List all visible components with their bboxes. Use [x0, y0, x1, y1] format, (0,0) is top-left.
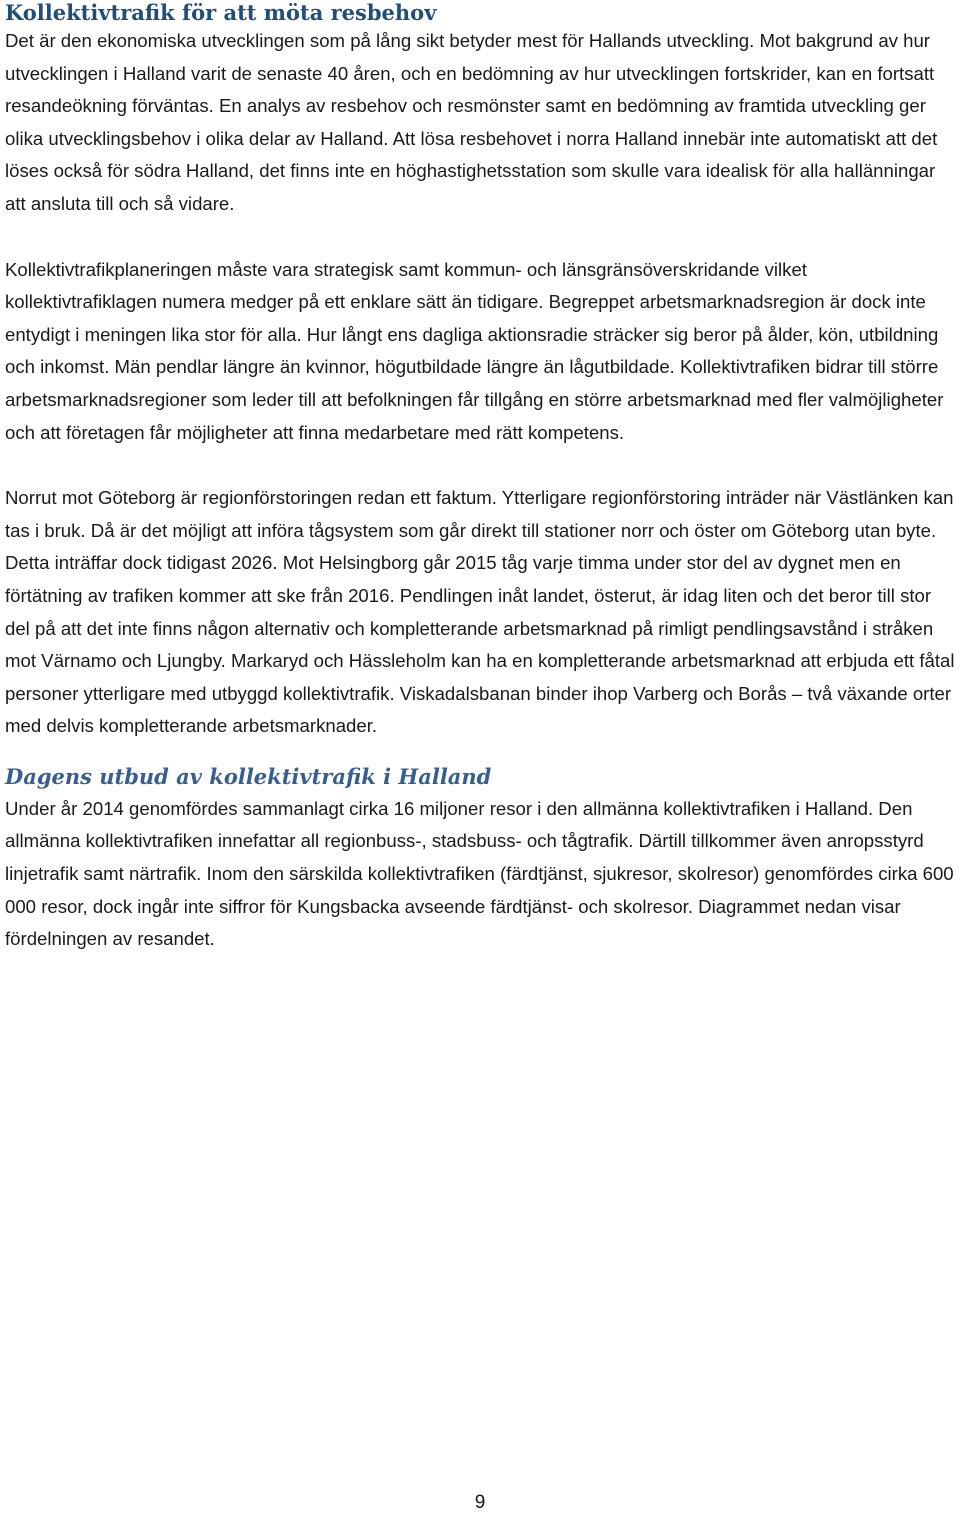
section-heading-kollektivtrafik: Kollektivtrafik för att möta resbehov [5, 0, 437, 25]
page-number: 9 [474, 1492, 486, 1513]
paragraph-spacer [5, 743, 957, 765]
section-heading-dagens-utbud: Dagens utbud av kollektivtrafik i Halland [5, 763, 492, 789]
document-page [5, 0, 957, 956]
paragraph-spacer [5, 449, 957, 482]
paragraph-regional-enlargement: Norrut mot Göteborg är regionförstoringen redan ett faktum. Ytterligare regionförstoring inträder när Västlänken kan tas i bruk. Då är det möjligt att införa tågsystem som går direkt till stationer norr och öster om Göteborg utan byte. Detta inträffar dock tidigast 2026. Mot Helsingborg går 2015 tåg varje timma under stor del av dygnet men en förtätning av trafiken kommer att ske från 2016. Pendlingen inåt landet, österut, är idag liten och det beror till stor del på att det inte finns någon alternativ och kompletterande arbetsmarknad på rimligt pendlingsavstånd i stråken mot Värnamo och Ljungby. Markaryd och Hässleholm kan ha en kompletterande arbetsmarknad att erbjuda ett fåtal personer ytterligare med utbyggd kollektivtrafik. Viskadalsbanan binder ihop Varberg och Borås – två växande orter med delvis kompletterande arbetsmarknader. [5, 487, 955, 737]
paragraph-planning: Kollektivtrafikplaneringen måste vara strategisk samt kommun- och länsgränsöverskridande vilket kollektivtrafiklagen numera medger på ett enklare sätt än tidigare. Begreppet arbetsmarknadsregion är dock inte entydigt i meningen lika stor för alla. Hur långt ens dagliga aktionsradie sträcker sig beror på ålder, kön, utbildning och inkomst. Män pendlar längre än kvinnor, högutbildade längre än lågutbildade. Kollektivtrafiken bidrar till större arbetsmarknadsregioner som leder till att befolkningen får tillgång en större arbetsmarknad med fler valmöjligheter och att företagen får möjligheter att finna medarbetare med rätt kompetens. [5, 258, 944, 443]
paragraph-economic-development: Det är den ekonomiska utvecklingen som på lång sikt betyder mest för Hallands utveckling. Mot bakgrund av hur utvecklingen i Halland varit de senaste 40 åren, och en bedömning av hur utvecklingen fortskrider, kan en fortsatt resandeökning förväntas. En analys av resbehov och resmönster samt en bedömning av framtida utveckling ger olika utvecklingsbehov i olika delar av Halland. Att lösa resbehovet i norra Halland innebär inte automatiskt att det löses också för södra Halland, det finns inte en höghastighetsstation som skulle vara idealisk för alla hallänningar att ansluta till och så vidare. [5, 30, 938, 214]
paragraph-spacer [5, 221, 957, 254]
paragraph-current-supply: Under år 2014 genomfördes sammanlagt cirka 16 miljoner resor i den allmänna kollektivtrafiken i Halland. Den allmänna kollektivtrafiken innefattar all regionbuss-, stadsbuss- och tågtrafik. Därtill tillkommer även anropsstyrd linjetrafik samt närtrafik. Inom den särskilda kollektivtrafiken (färdtjänst, sjukresor, skolresor) genomfördes cirka 600 000 resor, dock ingår inte siffror för Kungsbacka avseende färdtjänst- och skolresor. Diagrammet nedan visar fördelningen av resandet. [5, 797, 954, 950]
